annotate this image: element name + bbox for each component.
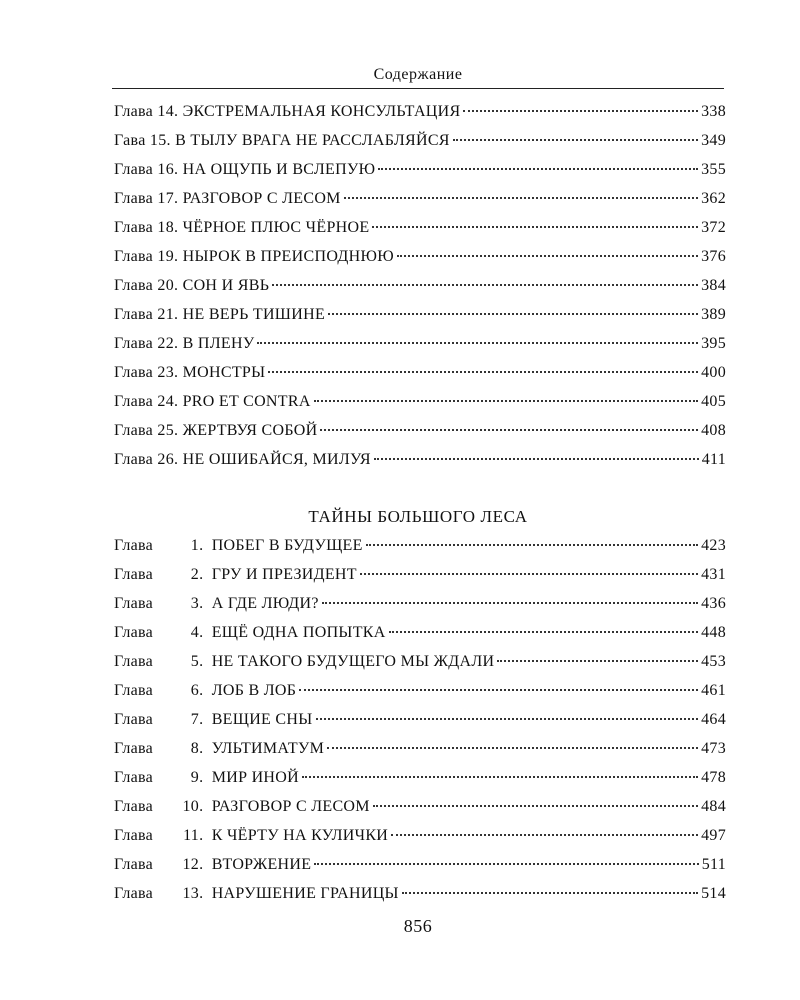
chapter-title: В ТЫЛУ ВРАГА НЕ РАССЛАБЛЯЙСЯ <box>175 132 450 149</box>
dot-leader <box>299 688 698 691</box>
chapter-title: А ГДЕ ЛЮДИ? <box>211 595 319 612</box>
toc-entry <box>114 132 726 161</box>
toc-entry-label <box>114 740 324 758</box>
chapter-number: 19. <box>157 248 179 265</box>
toc-entry <box>114 537 726 566</box>
chapter-prefix: Глава <box>114 653 154 670</box>
dot-leader <box>344 196 698 199</box>
chapter-page-number: 473 <box>701 740 726 757</box>
chapter-page-number: 395 <box>701 335 726 352</box>
chapter-prefix: Глава <box>114 769 154 786</box>
toc-entry-label <box>114 798 370 816</box>
chapter-prefix: Глава <box>114 422 154 439</box>
chapter-title: ВТОРЖЕНИЕ <box>211 856 312 873</box>
toc-entry <box>114 595 726 624</box>
toc-entry <box>114 856 726 885</box>
toc-entry-label <box>114 190 341 208</box>
dot-leader <box>372 225 698 228</box>
toc-entry-label <box>114 711 313 729</box>
dot-leader <box>453 138 698 141</box>
chapter-page-number: 484 <box>701 798 726 815</box>
toc-entry <box>114 219 726 248</box>
chapter-number: 11. <box>183 827 204 844</box>
chapter-prefix: Глава <box>114 335 154 352</box>
toc-entry-label <box>114 827 388 845</box>
chapter-prefix: Глава <box>114 566 154 583</box>
chapter-title: НЕ ОШИБАЙСЯ, МИЛУЯ <box>182 451 371 468</box>
chapter-number: 8. <box>190 740 204 757</box>
toc-entry-label <box>114 856 311 874</box>
dot-leader <box>402 891 698 894</box>
toc-entry <box>114 248 726 277</box>
toc-entry-label <box>114 769 299 787</box>
chapter-title: МИР ИНОЙ <box>211 769 300 786</box>
toc-entry-label <box>114 566 357 584</box>
dot-leader <box>314 862 698 865</box>
chapter-title: К ЧЁРТУ НА КУЛИЧКИ <box>211 827 389 844</box>
chapter-page-number: 355 <box>701 161 726 178</box>
toc-entry-label <box>114 306 325 324</box>
chapter-page-number: 400 <box>701 364 726 381</box>
chapter-title: ЧЁРНОЕ ПЛЮС ЧЁРНОЕ <box>182 219 370 236</box>
chapter-page-number: 478 <box>701 769 726 786</box>
chapter-prefix: Глава <box>114 364 154 381</box>
dot-leader <box>389 630 699 633</box>
chapter-number: 1. <box>190 537 204 554</box>
chapter-page-number: 511 <box>701 856 726 873</box>
dot-leader <box>314 399 698 402</box>
chapter-page-number: 436 <box>701 595 726 612</box>
toc-entry <box>114 451 726 480</box>
chapter-title: НА ОЩУПЬ И ВСЛЕПУЮ <box>182 161 376 178</box>
toc-entry <box>114 161 726 190</box>
chapter-title: ЛОБ В ЛОБ <box>211 682 297 699</box>
chapter-title: В ПЛЕНУ <box>182 335 255 352</box>
chapter-page-number: 384 <box>701 277 726 294</box>
dot-leader <box>463 109 698 112</box>
chapter-number: 5. <box>190 653 204 670</box>
chapter-page-number: 497 <box>701 827 726 844</box>
dot-leader <box>257 341 698 344</box>
toc-entry-label <box>114 248 394 266</box>
toc-entry <box>114 740 726 769</box>
chapter-page-number: 389 <box>701 306 726 323</box>
chapter-page-number: 372 <box>701 219 726 236</box>
dot-leader <box>320 428 698 431</box>
header-rule <box>112 88 724 89</box>
chapter-prefix: Глава <box>114 624 154 641</box>
toc-entry-label <box>114 364 265 382</box>
toc-entry-label <box>114 595 319 613</box>
chapter-number: 12. <box>182 856 204 873</box>
dot-leader <box>374 457 699 460</box>
chapter-title: НЫРОК В ПРЕИСПОДНЮЮ <box>182 248 394 265</box>
chapter-number: 18. <box>157 219 179 236</box>
dot-leader <box>397 254 698 257</box>
toc-entry <box>114 653 726 682</box>
toc-entry-label <box>114 219 369 237</box>
chapter-page-number: 411 <box>701 451 726 468</box>
toc-entry-label <box>114 335 254 353</box>
chapter-page-number: 453 <box>701 653 726 670</box>
chapter-prefix: Глава <box>114 827 154 844</box>
chapter-title: УЛЬТИМАТУМ <box>211 740 325 757</box>
chapter-prefix: Гава <box>114 132 146 149</box>
toc-entry-label <box>114 103 460 121</box>
dot-leader <box>497 659 698 662</box>
dot-leader <box>302 775 698 778</box>
toc-entry <box>114 711 726 740</box>
chapter-prefix: Глава <box>114 885 154 902</box>
chapter-number: 16. <box>157 161 179 178</box>
toc-entry <box>114 277 726 306</box>
chapter-number: 20. <box>157 277 179 294</box>
dot-leader <box>322 601 698 604</box>
dot-leader <box>268 370 698 373</box>
chapter-page-number: 514 <box>701 885 726 902</box>
chapter-page-number: 423 <box>701 537 726 554</box>
toc-entry <box>114 422 726 451</box>
section-title: ТАЙНЫ БОЛЬШОГО ЛЕСА <box>308 507 528 526</box>
chapter-page-number: 405 <box>701 393 726 410</box>
toc-entry-label <box>114 393 311 411</box>
chapter-prefix: Глава <box>114 248 154 265</box>
chapter-number: 14. <box>157 103 179 120</box>
dot-leader <box>360 572 698 575</box>
dot-leader <box>373 804 698 807</box>
toc-entry <box>114 306 726 335</box>
toc-entry-label <box>114 161 375 179</box>
dot-leader <box>327 746 698 749</box>
chapter-title: ЕЩЁ ОДНА ПОПЫТКА <box>211 624 386 641</box>
toc-entry <box>114 190 726 219</box>
toc-entry <box>114 827 726 856</box>
chapter-page-number: 376 <box>701 248 726 265</box>
toc-entry <box>114 364 726 393</box>
page-number: 856 <box>403 916 433 936</box>
toc-entry <box>114 103 726 132</box>
chapter-number: 2. <box>190 566 204 583</box>
chapter-number: 3. <box>190 595 204 612</box>
chapter-title: PRO ET CONTRA <box>182 393 311 410</box>
chapter-title: НЕ ВЕРЬ ТИШИНЕ <box>182 306 326 323</box>
chapter-prefix: Глава <box>114 393 154 410</box>
toc-entry <box>114 335 726 364</box>
chapter-prefix: Глава <box>114 190 154 207</box>
toc-entry <box>114 769 726 798</box>
toc-entry-label <box>114 277 269 295</box>
chapter-number: 9. <box>190 769 204 786</box>
chapter-prefix: Глава <box>114 711 154 728</box>
toc-entry-label <box>114 537 363 555</box>
chapter-prefix: Глава <box>114 103 154 120</box>
chapter-title: ЭКСТРЕМАЛЬНАЯ КОНСУЛЬТАЦИЯ <box>182 103 461 120</box>
toc-entry-label <box>114 624 386 642</box>
chapter-number: 6. <box>190 682 204 699</box>
chapter-page-number: 408 <box>701 422 726 439</box>
toc-entry <box>114 682 726 711</box>
chapter-number: 21. <box>157 306 179 323</box>
chapter-prefix: Глава <box>114 740 154 757</box>
dot-leader <box>366 543 698 546</box>
chapter-prefix: Глава <box>114 306 154 323</box>
chapter-page-number: 464 <box>701 711 726 728</box>
chapter-number: 17. <box>157 190 179 207</box>
chapter-prefix: Глава <box>114 798 154 815</box>
toc-entry <box>114 798 726 827</box>
chapter-page-number: 431 <box>701 566 726 583</box>
toc-entry-label <box>114 682 296 700</box>
toc-entry <box>114 624 726 653</box>
toc-entry <box>114 566 726 595</box>
chapter-number: 15. <box>149 132 171 149</box>
chapter-page-number: 338 <box>701 103 726 120</box>
running-head: Содержание <box>373 66 463 83</box>
dot-leader <box>391 833 698 836</box>
chapter-prefix: Глава <box>114 451 154 468</box>
chapter-title: СОН И ЯВЬ <box>182 277 270 294</box>
toc-entry <box>114 885 726 914</box>
chapter-title: ПОБЕГ В БУДУЩЕЕ <box>211 537 363 554</box>
chapter-prefix: Глава <box>114 277 154 294</box>
chapter-title: МОНСТРЫ <box>182 364 266 381</box>
dot-leader <box>378 167 698 170</box>
chapter-number: 24. <box>157 393 179 410</box>
chapter-title: ЖЕРТВУЯ СОБОЙ <box>182 422 318 439</box>
chapter-page-number: 362 <box>701 190 726 207</box>
chapter-prefix: Глава <box>114 219 154 236</box>
toc-entry-label <box>114 132 450 150</box>
chapter-prefix: Глава <box>114 161 154 178</box>
chapter-number: 25. <box>157 422 179 439</box>
chapter-page-number: 461 <box>701 682 726 699</box>
chapter-number: 10. <box>182 798 204 815</box>
chapter-number: 22. <box>157 335 179 352</box>
chapter-title: РАЗГОВОР С ЛЕСОМ <box>211 798 370 815</box>
toc-entry-label <box>114 451 371 469</box>
toc-entry-label <box>114 885 399 903</box>
chapter-title: ГРУ И ПРЕЗИДЕНТ <box>211 566 357 583</box>
toc-list-continued <box>114 103 726 480</box>
dot-leader <box>328 312 698 315</box>
chapter-title: ВЕЩИЕ СНЫ <box>211 711 313 728</box>
chapter-page-number: 448 <box>701 624 726 641</box>
chapter-page-number: 349 <box>701 132 726 149</box>
chapter-number: 4. <box>190 624 204 641</box>
chapter-number: 7. <box>190 711 204 728</box>
chapter-title: РАЗГОВОР С ЛЕСОМ <box>182 190 341 207</box>
chapter-title: НЕ ТАКОГО БУДУЩЕГО МЫ ЖДАЛИ <box>211 653 495 670</box>
chapter-prefix: Глава <box>114 856 154 873</box>
toc-entry-label <box>114 422 317 440</box>
chapter-title: НАРУШЕНИЕ ГРАНИЦЫ <box>211 885 399 902</box>
toc-entry <box>114 393 726 422</box>
chapter-prefix: Глава <box>114 595 154 612</box>
toc-entry-label <box>114 653 494 671</box>
dot-leader <box>272 283 698 286</box>
chapter-prefix: Глава <box>114 537 154 554</box>
chapter-number: 23. <box>157 364 179 381</box>
chapter-number: 13. <box>182 885 204 902</box>
chapter-prefix: Глава <box>114 682 154 699</box>
chapter-number: 26. <box>157 451 179 468</box>
dot-leader <box>316 717 699 720</box>
toc-list-tainy-bolshogo-lesa <box>114 537 726 914</box>
